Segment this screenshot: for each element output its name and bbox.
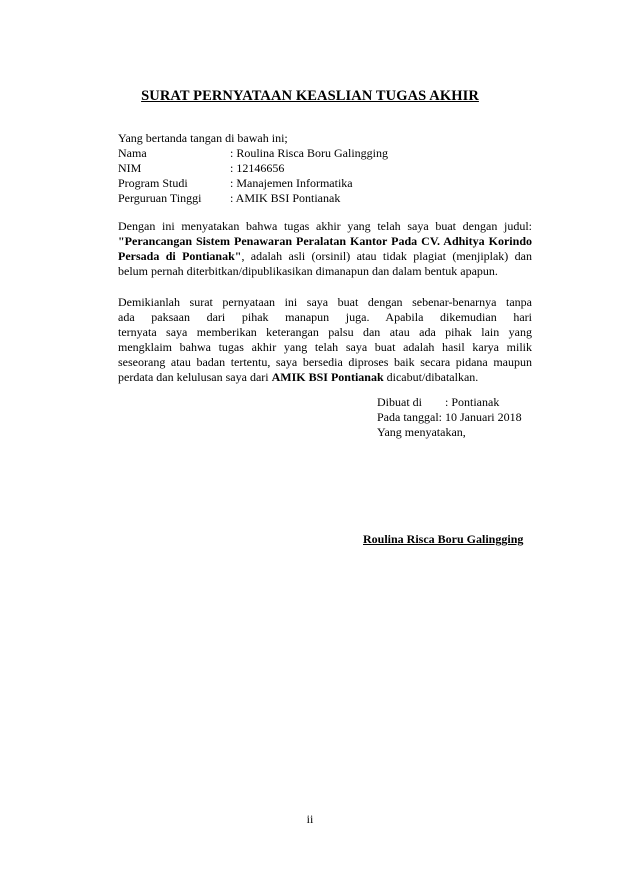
signature-date-value: : 10 Januari 2018 [438,410,522,424]
identity-value: : Manajemen Informatika [230,176,353,190]
thesis-title-bold: Persada di Pontianak" [118,249,242,263]
signature-block [377,395,522,440]
document-title: SURAT PERNYATAAN KEASLIAN TUGAS AKHIR [141,88,479,104]
identity-label: NIM [118,161,142,175]
paragraph-line: Dengan ini menyatakan bahwa tugas akhir yang telah saya buat dengan judul: [118,219,532,233]
identity-value: : Roulina Risca Boru Galingging [230,146,388,160]
identity-label: Perguruan Tinggi [118,191,202,205]
paragraph-text: , adalah asli (orsinil) atau tidak plagiat (menjiplak) dan [241,249,533,263]
signature-date-label: Pada tanggal [377,410,439,424]
signature-place-row [377,395,522,410]
paragraph-line: ada paksaan dari pihak manapun juga. Apabila dikemudian hari [118,310,532,324]
paragraph-line [118,234,532,249]
paragraph-line: belum pernah diterbitkan/dipublikasikan dimanapun dan dalam bentuk apapun. [118,264,498,278]
identity-row-nim [118,161,532,176]
identity-row-program [118,176,532,191]
signer-name: Roulina Risca Boru Galingging [363,532,524,546]
identity-table [118,146,532,206]
institution-bold: AMIK BSI Pontianak [271,370,384,384]
paragraph-line: mengklaim bahwa tugas akhir yang telah saya buat adalah hasil karya milik [118,340,532,354]
identity-label: Program Studi [118,176,188,190]
declaration-paragraph [118,295,532,385]
signature-date-row [377,410,522,425]
statement-paragraph [118,219,532,279]
paragraph-line [118,249,532,264]
paragraph-line: ternyata saya memberikan keterangan palsu dan atau ada pihak lain yang [118,325,532,339]
page-number: ii [306,812,314,826]
signature-place-value: : Pontianak [445,395,500,409]
identity-label: Nama [118,146,147,160]
paragraph-line [118,370,532,385]
paragraph-text: dicabut/dibatalkan. [383,370,479,384]
paragraph-line: seseorang atau badan tertentu, saya bersedia diproses baik secara pidana maupun [118,355,532,369]
paragraph-text: perdata dan kelulusan saya dari [118,370,272,384]
identity-row-institution [118,191,532,206]
intro-text: Yang bertanda tangan di bawah ini; [118,131,288,145]
identity-row-name [118,146,532,161]
identity-value: : 12146656 [230,161,285,175]
identity-value: : AMIK BSI Pontianak [230,191,341,205]
thesis-title-bold: "Perancangan Sistem Penawaran Peralatan Kantor Pada CV. Adhitya Korindo [118,234,532,248]
signature-place-label: Dibuat di [377,395,422,409]
signature-closing: Yang menyatakan, [377,425,466,439]
paragraph-line: Demikianlah surat pernyataan ini saya buat dengan sebenar-benarnya tanpa [118,295,532,309]
